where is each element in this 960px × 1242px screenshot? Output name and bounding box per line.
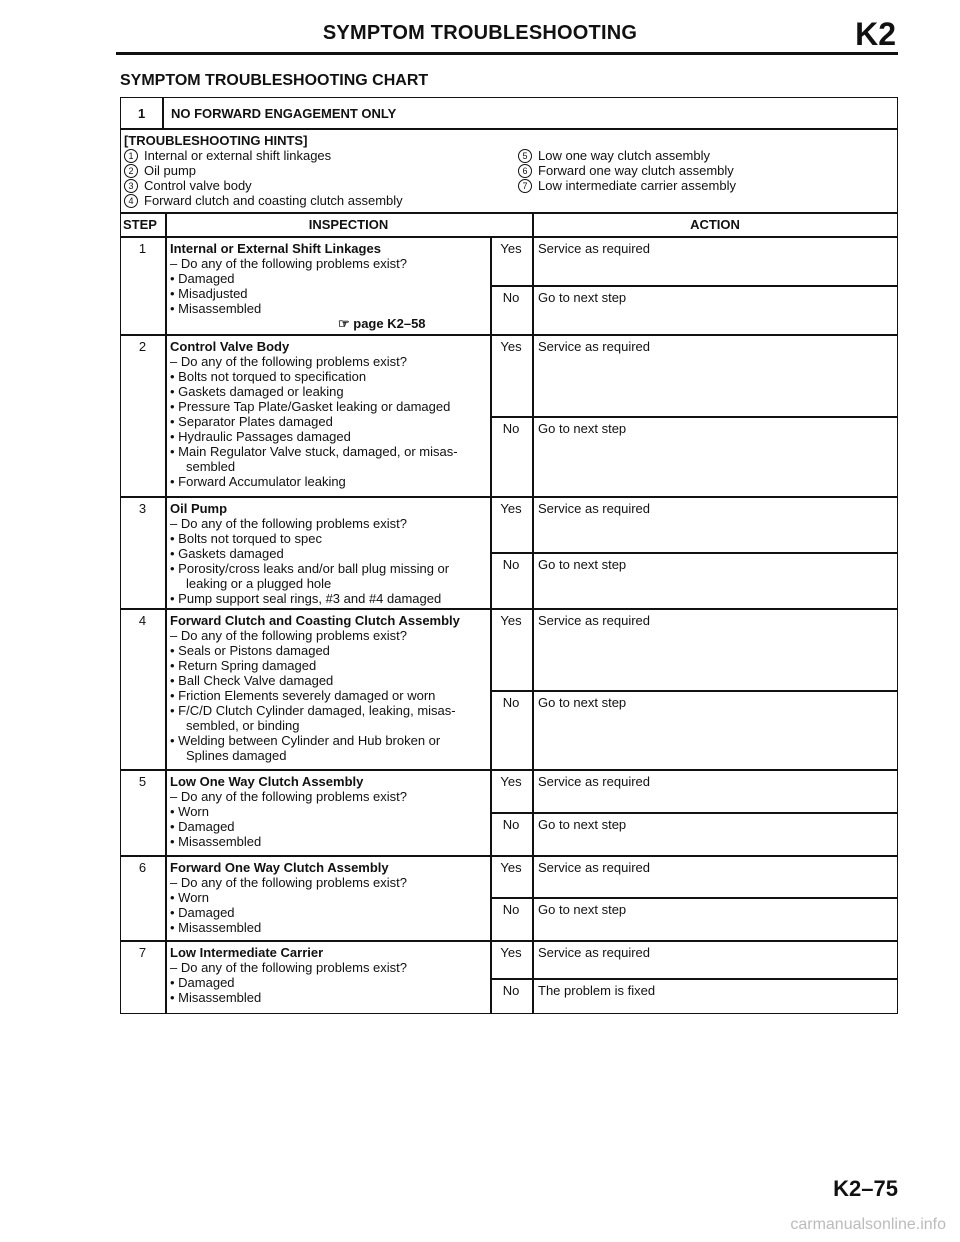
yes-label: Yes bbox=[500, 613, 522, 628]
table-rule-h bbox=[490, 812, 898, 814]
inspection-line: Splines damaged bbox=[186, 748, 287, 763]
inspection-line: • Damaged bbox=[170, 905, 235, 920]
table-rule-v bbox=[532, 212, 534, 236]
yes-label: Yes bbox=[500, 501, 522, 516]
step-number: 5 bbox=[138, 774, 147, 789]
step-title: Control Valve Body bbox=[170, 339, 290, 354]
no-label: No bbox=[502, 902, 520, 917]
no-label: No bbox=[502, 817, 520, 832]
inspection-line: – Do any of the following problems exist? bbox=[170, 516, 408, 531]
yes-action: Service as required bbox=[538, 339, 650, 354]
yes-action: Service as required bbox=[538, 501, 650, 516]
table-rule-h bbox=[490, 285, 898, 287]
inspection-line: ☞ page K2–58 bbox=[338, 316, 426, 331]
step-number: 3 bbox=[138, 501, 147, 516]
hint-text: Low one way clutch assembly bbox=[538, 148, 710, 163]
watermark: carmanualsonline.info bbox=[790, 1216, 946, 1233]
no-label: No bbox=[502, 695, 520, 710]
step-number: 2 bbox=[138, 339, 147, 354]
inspection-line: • Separator Plates damaged bbox=[170, 414, 333, 429]
inspection-line: • Forward Accumulator leaking bbox=[170, 474, 346, 489]
circled-number-icon: 1 bbox=[124, 149, 138, 163]
circled-number-icon: 2 bbox=[124, 164, 138, 178]
inspection-line: • Misassembled bbox=[170, 990, 262, 1005]
inspection-line: • Hydraulic Passages damaged bbox=[170, 429, 351, 444]
no-action: Go to next step bbox=[538, 817, 627, 832]
inspection-line: – Do any of the following problems exist? bbox=[170, 256, 408, 271]
inspection-line: • Damaged bbox=[170, 819, 235, 834]
inspection-line: • Pump support seal rings, #3 and #4 damaged bbox=[170, 591, 442, 606]
hint-text: Low intermediate carrier assembly bbox=[538, 178, 736, 193]
step-title: Forward Clutch and Coasting Clutch Assembly bbox=[170, 613, 460, 628]
hint-text: Oil pump bbox=[144, 163, 197, 178]
inspection-line: • Misassembled bbox=[170, 834, 262, 849]
hint-item bbox=[518, 178, 736, 193]
yes-label: Yes bbox=[500, 774, 522, 789]
circled-number-icon: 7 bbox=[518, 179, 532, 193]
table-rule-h bbox=[120, 128, 898, 130]
hint-text: Internal or external shift linkages bbox=[144, 148, 332, 163]
inspection-line: • Worn bbox=[170, 890, 209, 905]
table-rule-h bbox=[120, 334, 898, 336]
hint-item bbox=[124, 193, 403, 208]
no-action: Go to next step bbox=[538, 557, 627, 572]
table-rule-v bbox=[532, 940, 534, 1014]
hints-title: [TROUBLESHOOTING HINTS] bbox=[124, 133, 308, 148]
table-rule-v bbox=[490, 334, 492, 496]
table-rule-h bbox=[120, 855, 898, 857]
table-rule-h bbox=[120, 236, 898, 238]
step-number: 1 bbox=[138, 241, 147, 256]
hint-text: Forward clutch and coasting clutch assembly bbox=[144, 193, 403, 208]
inspection-line: • Return Spring damaged bbox=[170, 658, 317, 673]
inspection-line: • Pressure Tap Plate/Gasket leaking or damaged bbox=[170, 399, 451, 414]
inspection-line: • Worn bbox=[170, 804, 209, 819]
table-rule-h bbox=[120, 769, 898, 771]
no-action: The problem is fixed bbox=[538, 983, 656, 998]
inspection-line: • Seals or Pistons damaged bbox=[170, 643, 330, 658]
no-label: No bbox=[502, 290, 520, 305]
inspection-line: leaking or a plugged hole bbox=[186, 576, 332, 591]
table-rule-h bbox=[490, 552, 898, 554]
inspection-line: • Damaged bbox=[170, 975, 235, 990]
step-title: Oil Pump bbox=[170, 501, 228, 516]
hint-item bbox=[124, 178, 252, 193]
yes-action: Service as required bbox=[538, 860, 650, 875]
inspection-line: • Bolts not torqued to spec bbox=[170, 531, 322, 546]
yes-label: Yes bbox=[500, 860, 522, 875]
hint-item bbox=[124, 148, 331, 163]
hint-text: Control valve body bbox=[144, 178, 252, 193]
inspection-line: • Misadjusted bbox=[170, 286, 248, 301]
inspection-line: • F/C/D Clutch Cylinder damaged, leaking, misas- bbox=[170, 703, 456, 718]
hint-item bbox=[124, 163, 196, 178]
table-rule-h bbox=[120, 940, 898, 942]
table-rule-v bbox=[532, 334, 534, 496]
table-rule-h bbox=[490, 978, 898, 980]
table-rule-v bbox=[532, 608, 534, 769]
no-label: No bbox=[502, 557, 520, 572]
step-number: 4 bbox=[138, 613, 147, 628]
circled-number-icon: 4 bbox=[124, 194, 138, 208]
column-header-action: ACTION bbox=[690, 217, 740, 232]
no-action: Go to next step bbox=[538, 902, 627, 917]
step-title: Low One Way Clutch Assembly bbox=[170, 774, 364, 789]
page-header-title: SYMPTOM TROUBLESHOOTING bbox=[322, 22, 638, 44]
table-rule-v bbox=[490, 608, 492, 769]
table-rule-h bbox=[120, 608, 898, 610]
inspection-line: • Gaskets damaged or leaking bbox=[170, 384, 344, 399]
circled-number-icon: 3 bbox=[124, 179, 138, 193]
table-rule-h bbox=[120, 496, 898, 498]
inspection-line: • Misassembled bbox=[170, 301, 262, 316]
inspection-line: • Misassembled bbox=[170, 920, 262, 935]
yes-label: Yes bbox=[500, 241, 522, 256]
table-rule-h bbox=[490, 416, 898, 418]
inspection-line: – Do any of the following problems exist? bbox=[170, 789, 408, 804]
step-title: Low Intermediate Carrier bbox=[170, 945, 324, 960]
symptom-number: 1 bbox=[138, 106, 146, 121]
circled-number-icon: 5 bbox=[518, 149, 532, 163]
no-action: Go to next step bbox=[538, 290, 627, 305]
table-rule-h bbox=[120, 212, 898, 214]
table-rule-v bbox=[162, 97, 164, 128]
circled-number-icon: 6 bbox=[518, 164, 532, 178]
column-header-inspection: INSPECTION bbox=[308, 217, 389, 232]
inspection-line: • Damaged bbox=[170, 271, 235, 286]
inspection-line: sembled, or binding bbox=[186, 718, 300, 733]
section-code: K2 bbox=[855, 16, 896, 52]
table-rule-v bbox=[165, 212, 167, 1014]
yes-action: Service as required bbox=[538, 774, 650, 789]
yes-action: Service as required bbox=[538, 241, 650, 256]
inspection-line: • Friction Elements severely damaged or worn bbox=[170, 688, 436, 703]
yes-action: Service as required bbox=[538, 613, 650, 628]
hint-item bbox=[518, 148, 710, 163]
step-title: Internal or External Shift Linkages bbox=[170, 241, 381, 256]
no-label: No bbox=[502, 983, 520, 998]
chart-title: SYMPTOM TROUBLESHOOTING CHART bbox=[120, 72, 429, 89]
inspection-line: sembled bbox=[186, 459, 236, 474]
inspection-line: • Main Regulator Valve stuck, damaged, or misas- bbox=[170, 444, 458, 459]
table-rule-h bbox=[490, 897, 898, 899]
inspection-line: – Do any of the following problems exist? bbox=[170, 875, 408, 890]
column-header-step: STEP bbox=[123, 217, 157, 232]
inspection-line: – Do any of the following problems exist? bbox=[170, 628, 408, 643]
header-rule bbox=[116, 52, 898, 55]
step-number: 6 bbox=[138, 860, 147, 875]
no-action: Go to next step bbox=[538, 421, 627, 436]
page-number: K2–75 bbox=[833, 1176, 898, 1201]
step-title: Forward One Way Clutch Assembly bbox=[170, 860, 389, 875]
step-number: 7 bbox=[138, 945, 147, 960]
inspection-line: • Porosity/cross leaks and/or ball plug missing or bbox=[170, 561, 450, 576]
symptom-label: NO FORWARD ENGAGEMENT ONLY bbox=[171, 106, 397, 121]
inspection-line: • Ball Check Valve damaged bbox=[170, 673, 334, 688]
hint-text: Forward one way clutch assembly bbox=[538, 163, 734, 178]
inspection-line: – Do any of the following problems exist? bbox=[170, 960, 408, 975]
yes-action: Service as required bbox=[538, 945, 650, 960]
table-rule-h bbox=[490, 690, 898, 692]
inspection-line: • Bolts not torqued to specification bbox=[170, 369, 367, 384]
hint-item bbox=[518, 163, 734, 178]
inspection-line: – Do any of the following problems exist? bbox=[170, 354, 408, 369]
yes-label: Yes bbox=[500, 945, 522, 960]
inspection-line: • Welding between Cylinder and Hub broken or bbox=[170, 733, 441, 748]
yes-label: Yes bbox=[500, 339, 522, 354]
no-action: Go to next step bbox=[538, 695, 627, 710]
no-label: No bbox=[502, 421, 520, 436]
inspection-line: • Gaskets damaged bbox=[170, 546, 284, 561]
